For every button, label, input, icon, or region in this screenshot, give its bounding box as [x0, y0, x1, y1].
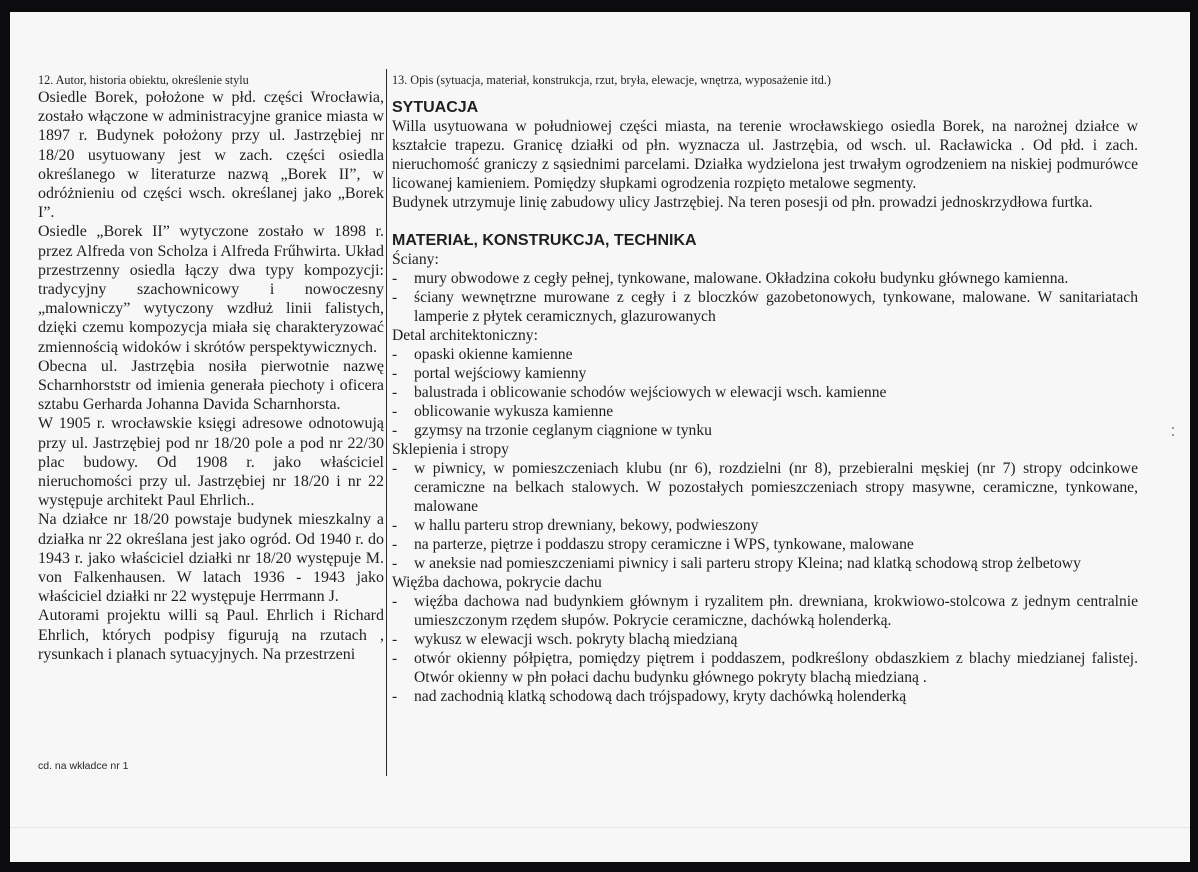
history-text — [38, 88, 384, 664]
section-title-material: MATERIAŁ, KONSTRUKCJA, TECHNIKA — [392, 232, 697, 249]
history-paragraph: W 1905 r. wrocławskie księgi adresowe odnotowują przy ul. Jastrzębiej pod nr 18/20 pole a pod nr 22/30 plac budowy. Od 1908 r. jako właściciel nieruchomości przy ul. Jastrzębiej nr 18/20 i nr 22 występuje architekt Paul Ehrlich.. — [38, 415, 384, 510]
dash-bullet-icon: - — [392, 517, 398, 534]
list-item: - balustrada i oblicowanie schodów wejściowych w elewacji wsch. kamienne — [392, 384, 887, 401]
list-item: - w aneksie nad pomieszczeniami piwnicy i sali parteru stropy Kleina; nad klatką schodową strop żelbetowy — [392, 555, 1081, 572]
list-item: - oblicowanie wykusza kamienne — [392, 403, 614, 420]
field-13-description — [392, 72, 1138, 706]
dash-bullet-icon: - — [392, 270, 398, 287]
paper-crease — [10, 827, 1190, 828]
section-situation — [392, 98, 1138, 212]
field-13-label: 13. Opis (sytuacja, materiał, konstrukcja, rzut, bryła, elewacje, wnętrza, wyposażenie itd.) — [392, 73, 831, 87]
continuation-note: cd. na wkładce nr 1 — [38, 760, 129, 772]
list-item: - ściany wewnętrzne murowane z cegły i z bloczków gazobetonowych, tynkowane, malowane. W sanitariatach lamperie z płytek ceramicznych, glazurowanych — [392, 289, 1138, 325]
dash-bullet-icon: - — [392, 365, 398, 382]
field-12-label: 12. Autor, historia obiektu, określenie stylu — [38, 73, 249, 87]
group-heading: Detal architektoniczny: — [392, 327, 538, 344]
group-architectural-detail — [392, 326, 1138, 440]
list-item: - mury obwodowe z cegły pełnej, tynkowane, malowane. Okładzina cokołu budynku głównego kamienna. — [392, 270, 1069, 287]
history-paragraph: Autorami projektu willi są Paul. Ehrlich i Richard Ehrlich, których podpisy figurują na rzutach , rysunkach i planach sytuacyjnych. Na przestrzeni — [38, 607, 384, 663]
column-divider — [386, 69, 387, 776]
group-heading: Sklepienia i stropy — [392, 441, 509, 458]
situation-paragraph: Budynek utrzymuje linię zabudowy ulicy Jastrzębiej. Na teren posesji od płn. prowadzi jednoskrzydłowa furtka. — [392, 194, 1093, 211]
list-item: - wykusz w elewacji wsch. pokryty blachą miedzianą — [392, 631, 738, 648]
list-item: - otwór okienny półpiętra, pomiędzy piętrem i poddaszem, podkreślony obdaszkiem z blachy miedzianej falistej. Otwór okienny w płn połaci dachu budynku głównego pokryty blachą miedzianą . — [392, 650, 1138, 686]
group-roof — [392, 573, 1138, 706]
dash-bullet-icon: - — [392, 536, 398, 553]
group-heading: Więźba dachowa, pokrycie dachu — [392, 574, 602, 591]
dash-bullet-icon: - — [392, 555, 398, 572]
group-heading: Ściany: — [392, 251, 439, 268]
history-paragraph: Obecna ul. Jastrzębia nosiła pierwotnie nazwę Scharnhorststr od imienia generała piechoty i oficera sztabu Gerharda Johanna Davida Scharnhorsta. — [38, 357, 384, 414]
list-item: - w piwnicy, w pomieszczeniach klubu (nr 6), rozdzielni (nr 8), przebieralni męskiej (nr 7) stropy odcinkowe ceramiczne na belkach stalowych. W pozostałych pomieszczeniach stropy masywne, ceramiczne, tynkowane, malowane — [392, 460, 1138, 515]
list-item: - na parterze, piętrze i poddaszu stropy ceramiczne i WPS, tynkowane, malowane — [392, 536, 914, 553]
list-item: - opaski okienne kamienne — [392, 346, 573, 363]
list-item: - nad zachodnią klatką schodową dach trójspadowy, kryty dachówką holenderką — [392, 688, 907, 705]
list-item: - portal wejściowy kamienny — [392, 365, 587, 382]
scanned-page — [10, 12, 1190, 862]
dash-bullet-icon: - — [392, 650, 398, 667]
dash-bullet-icon: - — [392, 688, 398, 705]
group-walls — [392, 250, 1138, 326]
scan-specks — [1172, 427, 1174, 441]
dash-bullet-icon: - — [392, 384, 398, 401]
dash-bullet-icon: - — [392, 403, 398, 420]
history-paragraph: Na działce nr 18/20 powstaje budynek mieszkalny a działka nr 22 określana jest jako ogród. Od 1940 r. do 1943 r. jako właściciel działki nr 18/20 występuje M. von Falkenhausen. W latach 1936 - 1943 jako właściciel działki nr 22 występuje Herrmann J. — [38, 511, 384, 606]
history-paragraph: Osiedle „Borek II” wytyczone zostało w 1898 r. przez Alfreda von Scholza i Alfreda Frűhwirta. Układ przestrzenny osiedla łączy dwa typy kompozycji: tradycyjny szachownicowy i nowoczesny „malowniczy” wytyczony wzdłuż linii falistych, dzięki czemu kompozycja miała się charakteryzować zmiennością widoków i skrótów perspektywicznych. — [38, 223, 384, 356]
section-title-situation: SYTUACJA — [392, 99, 479, 116]
list-item: - w hallu parteru strop drewniany, bekowy, podwieszony — [392, 517, 759, 534]
dash-bullet-icon: - — [392, 422, 398, 439]
section-material — [392, 231, 1138, 706]
history-paragraph: Osiedle Borek, położone w płd. części Wrocławia, zostało włączone w administracyjne granice miasta w 1897 r. Budynek położony przy ul. Jastrzębiej nr 18/20 usytuowany jest w zach. części osiedla określanego w literaturze nazwą „Borek II”, w odróżnieniu od części wsch. określanej jako „Borek I”. — [38, 89, 384, 222]
dash-bullet-icon: - — [392, 289, 398, 306]
dash-bullet-icon: - — [392, 631, 398, 648]
dash-bullet-icon: - — [392, 460, 398, 477]
dash-bullet-icon: - — [392, 593, 398, 610]
list-item: - gzymsy na trzonie ceglanym ciągnione w tynku — [392, 422, 712, 439]
list-item: - więźba dachowa nad budynkiem głównym i ryzalitem płn. drewniana, krokwiowo-stolcowa z jednym centralnie umieszczonym rzędem słupów. Pokrycie ceramiczne, dachówką holenderką. — [392, 593, 1138, 629]
dash-bullet-icon: - — [392, 346, 398, 363]
group-vaults-ceilings — [392, 440, 1138, 573]
situation-paragraph: Willa usytuowana w południowej części miasta, na terenie wrocławskiego osiedla Borek, na narożnej działce w kształcie trapezu. Granicę działki od płn. wyznacza ul. Jastrzębia, od wsch. ul. Racławicka . Od płd. i zach. nieruchomość graniczy z sąsiednimi parcelami. Działka wydzielona jest trwałym ogrodzeniem na niskiej podmurówce licowanej kamieniem. Pomiędzy słupkami ogrodzenia rozpięto metalowe segmenty. — [392, 118, 1138, 192]
field-12-history — [38, 72, 384, 664]
